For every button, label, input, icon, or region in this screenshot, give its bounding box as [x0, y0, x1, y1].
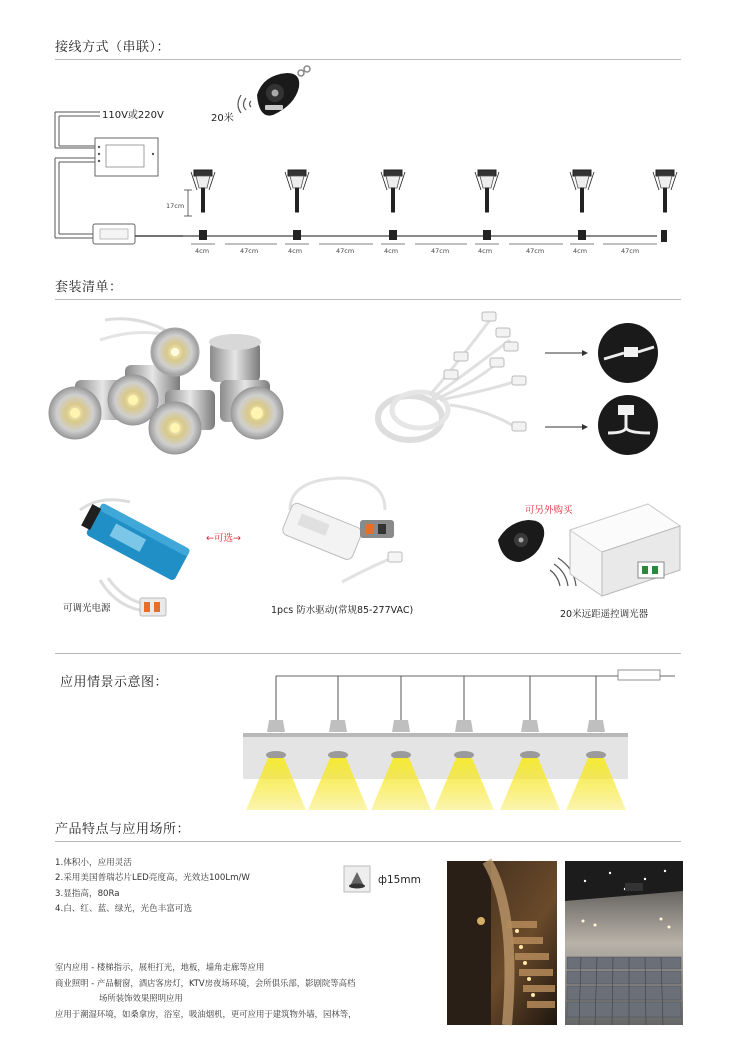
scene-section-title: 应用情景示意图： — [60, 675, 169, 690]
size-label: ф15mm — [378, 874, 421, 886]
height-label: 17cm — [166, 202, 185, 210]
cable-label-4: 47cm — [526, 247, 545, 255]
cinema-lighting-photo — [565, 861, 683, 1025]
led-lamps-photo — [45, 310, 290, 460]
connector-callouts — [540, 315, 670, 450]
gap-label-2: 4cm — [288, 247, 303, 255]
cable-label-2: 47cm — [336, 247, 355, 255]
lamp-size-icon — [344, 866, 370, 892]
cable-harness-photo — [370, 300, 540, 450]
buy-separately-label: 可另外购买 — [525, 505, 573, 516]
application-line: 应用于潮湿环境，如桑拿房，浴室，吸油烟机，更可应用于建筑物外墙，园林等， — [55, 1008, 357, 1019]
gap-label-1: 4cm — [195, 247, 210, 255]
remote-dimmer-caption: 20米远距遥控调光器 — [560, 609, 649, 620]
feature-item: 2.采用美国普瑞芯片LED亮度高，光效达100Lm/W — [55, 873, 250, 884]
gap-label-3: 4cm — [384, 247, 399, 255]
gap-label-5: 4cm — [573, 247, 588, 255]
applications — [55, 960, 357, 1022]
wiring-section-title: 接线方式（串联）： — [55, 40, 171, 55]
feature-item: 4.白、红、蓝、绿光，光色丰富可选 — [55, 903, 193, 914]
feature-item: 1.体积小，应用灵活 — [55, 858, 132, 868]
voltage-label: 110V或220V — [102, 110, 164, 121]
waterproof-driver-photo — [270, 470, 420, 590]
application-line: 场所装饰效果照明应用 — [99, 993, 183, 1003]
cable-label-5: 47cm — [621, 247, 640, 255]
feature-item: 3.显指高，80Ra — [55, 888, 120, 899]
scene-illustration — [240, 662, 680, 822]
wiring-divider — [55, 59, 681, 60]
wiring-diagram — [45, 100, 685, 260]
feature-list — [55, 856, 250, 917]
kit-divider — [55, 299, 681, 300]
cable-label-3: 47cm — [431, 247, 450, 255]
scene-divider — [55, 653, 681, 654]
stair-lighting-photo — [447, 861, 557, 1025]
gap-label-4: 4cm — [478, 247, 493, 255]
features-divider — [55, 841, 681, 842]
remote-dimmer-photo — [488, 500, 688, 600]
features-section-title: 产品特点与应用场所： — [55, 822, 191, 837]
waterproof-driver-caption: 1pcs 防水驱动(常规85-277VAC) — [271, 605, 414, 616]
application-line: 商业照明 - 产品橱窗，酒店客房灯，KTV房夜场环境，会所俱乐部，影剧院等高档 — [55, 977, 356, 988]
dimmable-power-caption: 可调光电源 — [63, 603, 111, 614]
cable-label-1: 47cm — [240, 247, 259, 255]
optional-label: ←可选→ — [206, 533, 241, 544]
remote-range-label: 20米 — [211, 113, 234, 124]
application-line: 室内应用 - 楼梯指示，展柜打光，地板，墙角走廊等应用 — [55, 962, 265, 972]
kit-section-title: 套装清单： — [55, 280, 123, 295]
